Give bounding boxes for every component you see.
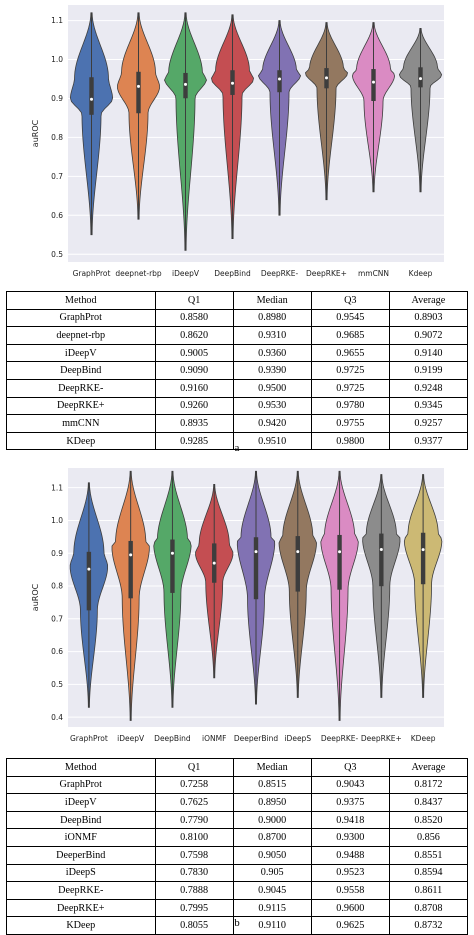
table-row: [7, 397, 468, 415]
method-cell: DeepRKE-: [7, 882, 156, 900]
value-cell: 0.8708: [389, 899, 467, 917]
table-row: [7, 362, 468, 380]
value-cell: 0.9545: [311, 309, 389, 327]
column-header: Q3: [311, 292, 389, 310]
median-marker-b: [129, 553, 132, 556]
value-cell: 0.8935: [155, 415, 233, 433]
y-tick-label-b: 0.5: [51, 679, 63, 689]
iqr-box-b: [379, 534, 383, 587]
median-marker-b: [171, 552, 174, 555]
y-tick-label-b: 0.8: [51, 581, 63, 591]
value-cell: 0.8515: [233, 776, 311, 794]
median-marker-b: [213, 562, 216, 565]
y-tick-label-a: 0.5: [51, 249, 63, 259]
method-cell: iONMF: [7, 829, 156, 847]
value-cell: 0.9110: [233, 917, 311, 935]
iqr-box-a: [371, 69, 375, 101]
method-cell: KDeep: [7, 432, 156, 450]
x-tick-label-a: GraphProt: [72, 269, 111, 278]
column-header: Q1: [155, 759, 233, 777]
column-header: Method: [7, 759, 156, 777]
column-header: Median: [233, 759, 311, 777]
median-marker-b: [422, 548, 425, 551]
x-tick-label-a: DeepRKE-: [260, 269, 299, 278]
value-cell: 0.9600: [311, 899, 389, 917]
median-marker-a: [325, 76, 328, 79]
value-cell: 0.905: [233, 864, 311, 882]
value-cell: 0.9418: [311, 811, 389, 829]
method-cell: mmCNN: [7, 415, 156, 433]
table-row: [7, 327, 468, 345]
value-cell: 0.9780: [311, 397, 389, 415]
value-cell: 0.7598: [155, 846, 233, 864]
x-tick-label-a: iDeepV: [172, 269, 199, 278]
value-cell: 0.9625: [311, 917, 389, 935]
value-cell: 0.8100: [155, 829, 233, 847]
value-cell: 0.9375: [311, 794, 389, 812]
x-tick-label-b: DeepRKE-: [320, 734, 359, 743]
x-tick-label-a: Kdeep: [408, 269, 433, 278]
iqr-box-b: [296, 536, 300, 592]
value-cell: 0.8594: [389, 864, 467, 882]
table-row: [7, 829, 468, 847]
median-marker-a: [231, 82, 234, 85]
value-cell: 0.9530: [233, 397, 311, 415]
value-cell: 0.7995: [155, 899, 233, 917]
value-cell: 0.9050: [233, 846, 311, 864]
x-tick-label-a: deepnet-rbp: [115, 269, 162, 278]
value-cell: 0.8172: [389, 776, 467, 794]
column-header: Average: [389, 759, 467, 777]
column-header: Q1: [155, 292, 233, 310]
value-cell: 0.9685: [311, 327, 389, 345]
iqr-box-b: [254, 537, 258, 599]
value-cell: 0.9090: [155, 362, 233, 380]
value-cell: 0.9420: [233, 415, 311, 433]
y-tick-label-b: 0.6: [51, 647, 63, 657]
value-cell: 0.8950: [233, 794, 311, 812]
y-axis-label-a: auROC: [31, 119, 40, 148]
method-cell: GraphProt: [7, 309, 156, 327]
value-cell: 0.9655: [311, 344, 389, 362]
y-tick-label-b: 0.4: [51, 712, 63, 722]
value-cell: 0.9510: [233, 432, 311, 450]
value-cell: 0.9300: [311, 829, 389, 847]
table-header-row: [7, 759, 468, 777]
y-tick-label-a: 0.6: [51, 210, 63, 220]
column-header: Average: [389, 292, 467, 310]
value-cell: 0.9043: [311, 776, 389, 794]
table-row: [7, 864, 468, 882]
value-cell: 0.8520: [389, 811, 467, 829]
method-cell: iDeepV: [7, 794, 156, 812]
value-cell: 0.9360: [233, 344, 311, 362]
x-tick-label-b: iDeepV: [117, 734, 145, 743]
value-cell: 0.8551: [389, 846, 467, 864]
value-cell: 0.8903: [389, 309, 467, 327]
violin-chart-b: [0, 464, 474, 754]
value-cell: 0.9160: [155, 379, 233, 397]
value-cell: 0.8437: [389, 794, 467, 812]
column-header: Q3: [311, 759, 389, 777]
iqr-box-b: [337, 535, 341, 590]
iqr-box-b: [421, 533, 425, 584]
value-cell: 0.8620: [155, 327, 233, 345]
value-cell: 0.8732: [389, 917, 467, 935]
value-cell: 0.9390: [233, 362, 311, 380]
table-header-row: [7, 292, 468, 310]
value-cell: 0.9000: [233, 811, 311, 829]
plot-area-a: [68, 5, 444, 262]
median-marker-a: [184, 83, 187, 86]
column-header: Method: [7, 292, 156, 310]
y-tick-label-a: 1.0: [51, 55, 63, 65]
x-tick-label-b: iDeepS: [284, 734, 312, 743]
table-row: [7, 415, 468, 433]
iqr-box-a: [136, 72, 140, 113]
y-tick-label-a: 1.1: [51, 16, 63, 26]
x-tick-label-b: DeepRKE+: [360, 734, 402, 743]
median-marker-b: [338, 550, 341, 553]
results-table-a: [6, 291, 468, 450]
value-cell: 0.9523: [311, 864, 389, 882]
x-tick-label-b: DeepBind: [154, 734, 191, 743]
table-row: [7, 846, 468, 864]
median-marker-b: [255, 550, 258, 553]
caption-b: b: [234, 917, 240, 929]
value-cell: 0.9310: [233, 327, 311, 345]
value-cell: 0.9140: [389, 344, 467, 362]
x-tick-label-a: DeepRKE+: [306, 269, 347, 278]
value-cell: 0.9045: [233, 882, 311, 900]
method-cell: DeepRKE+: [7, 397, 156, 415]
value-cell: 0.9115: [233, 899, 311, 917]
value-cell: 0.7830: [155, 864, 233, 882]
iqr-box-a: [89, 77, 93, 115]
iqr-box-b: [128, 541, 132, 598]
value-cell: 0.9500: [233, 379, 311, 397]
violin-chart-a: [0, 0, 474, 288]
median-marker-b: [296, 550, 299, 553]
x-tick-label-a: DeepBind: [214, 269, 251, 278]
table-row: [7, 379, 468, 397]
x-tick-label-b: DeeperBind: [233, 734, 279, 743]
median-marker-a: [137, 85, 140, 88]
value-cell: 0.9285: [155, 432, 233, 450]
table-row: [7, 899, 468, 917]
iqr-box-a: [277, 70, 281, 92]
method-cell: DeepRKE-: [7, 379, 156, 397]
value-cell: 0.7625: [155, 794, 233, 812]
x-tick-label-a: mmCNN: [357, 269, 390, 278]
value-cell: 0.9005: [155, 344, 233, 362]
value-cell: 0.9260: [155, 397, 233, 415]
x-tick-label-b: KDeep: [410, 734, 436, 743]
value-cell: 0.9755: [311, 415, 389, 433]
value-cell: 0.9488: [311, 846, 389, 864]
column-header: Median: [233, 292, 311, 310]
x-tick-label-b: iONMF: [202, 734, 227, 743]
median-marker-a: [90, 98, 93, 101]
value-cell: 0.8611: [389, 882, 467, 900]
table-row: [7, 811, 468, 829]
value-cell: 0.9377: [389, 432, 467, 450]
method-cell: DeepBind: [7, 362, 156, 380]
median-marker-b: [380, 548, 383, 551]
y-tick-label-a: 0.9: [51, 94, 63, 104]
value-cell: 0.7790: [155, 811, 233, 829]
median-marker-a: [278, 77, 281, 80]
y-axis-label-b: auROC: [31, 583, 40, 612]
table-row: [7, 882, 468, 900]
method-cell: DeepBind: [7, 811, 156, 829]
results-table-b: [6, 758, 468, 935]
value-cell: 0.7888: [155, 882, 233, 900]
value-cell: 0.9199: [389, 362, 467, 380]
value-cell: 0.9725: [311, 362, 389, 380]
value-cell: 0.9257: [389, 415, 467, 433]
median-marker-a: [419, 77, 422, 80]
table-row: [7, 309, 468, 327]
y-tick-label-a: 0.8: [51, 132, 63, 142]
caption-a: a: [234, 442, 240, 454]
method-cell: DeepRKE+: [7, 899, 156, 917]
table-row: [7, 794, 468, 812]
method-cell: iDeepV: [7, 344, 156, 362]
method-cell: GraphProt: [7, 776, 156, 794]
y-tick-label-b: 0.7: [51, 614, 63, 624]
value-cell: 0.9800: [311, 432, 389, 450]
value-cell: 0.8580: [155, 309, 233, 327]
method-cell: deepnet-rbp: [7, 327, 156, 345]
value-cell: 0.8700: [233, 829, 311, 847]
value-cell: 0.8980: [233, 309, 311, 327]
value-cell: 0.8055: [155, 917, 233, 935]
table-row: [7, 344, 468, 362]
iqr-box-b: [170, 540, 174, 593]
value-cell: 0.9072: [389, 327, 467, 345]
method-cell: KDeep: [7, 917, 156, 935]
y-tick-label-b: 1.0: [51, 516, 63, 526]
value-cell: 0.9725: [311, 379, 389, 397]
median-marker-a: [372, 81, 375, 84]
y-tick-label-a: 0.7: [51, 171, 63, 181]
table-row: [7, 776, 468, 794]
value-cell: 0.7258: [155, 776, 233, 794]
method-cell: DeeperBind: [7, 846, 156, 864]
value-cell: 0.856: [389, 829, 467, 847]
method-cell: iDeepS: [7, 864, 156, 882]
iqr-box-b: [87, 552, 91, 611]
x-tick-label-b: GraphProt: [69, 734, 108, 743]
median-marker-b: [87, 568, 90, 571]
value-cell: 0.9248: [389, 379, 467, 397]
value-cell: 0.9558: [311, 882, 389, 900]
value-cell: 0.9345: [389, 397, 467, 415]
y-tick-label-b: 0.9: [51, 548, 63, 558]
y-tick-label-b: 1.1: [51, 483, 63, 493]
